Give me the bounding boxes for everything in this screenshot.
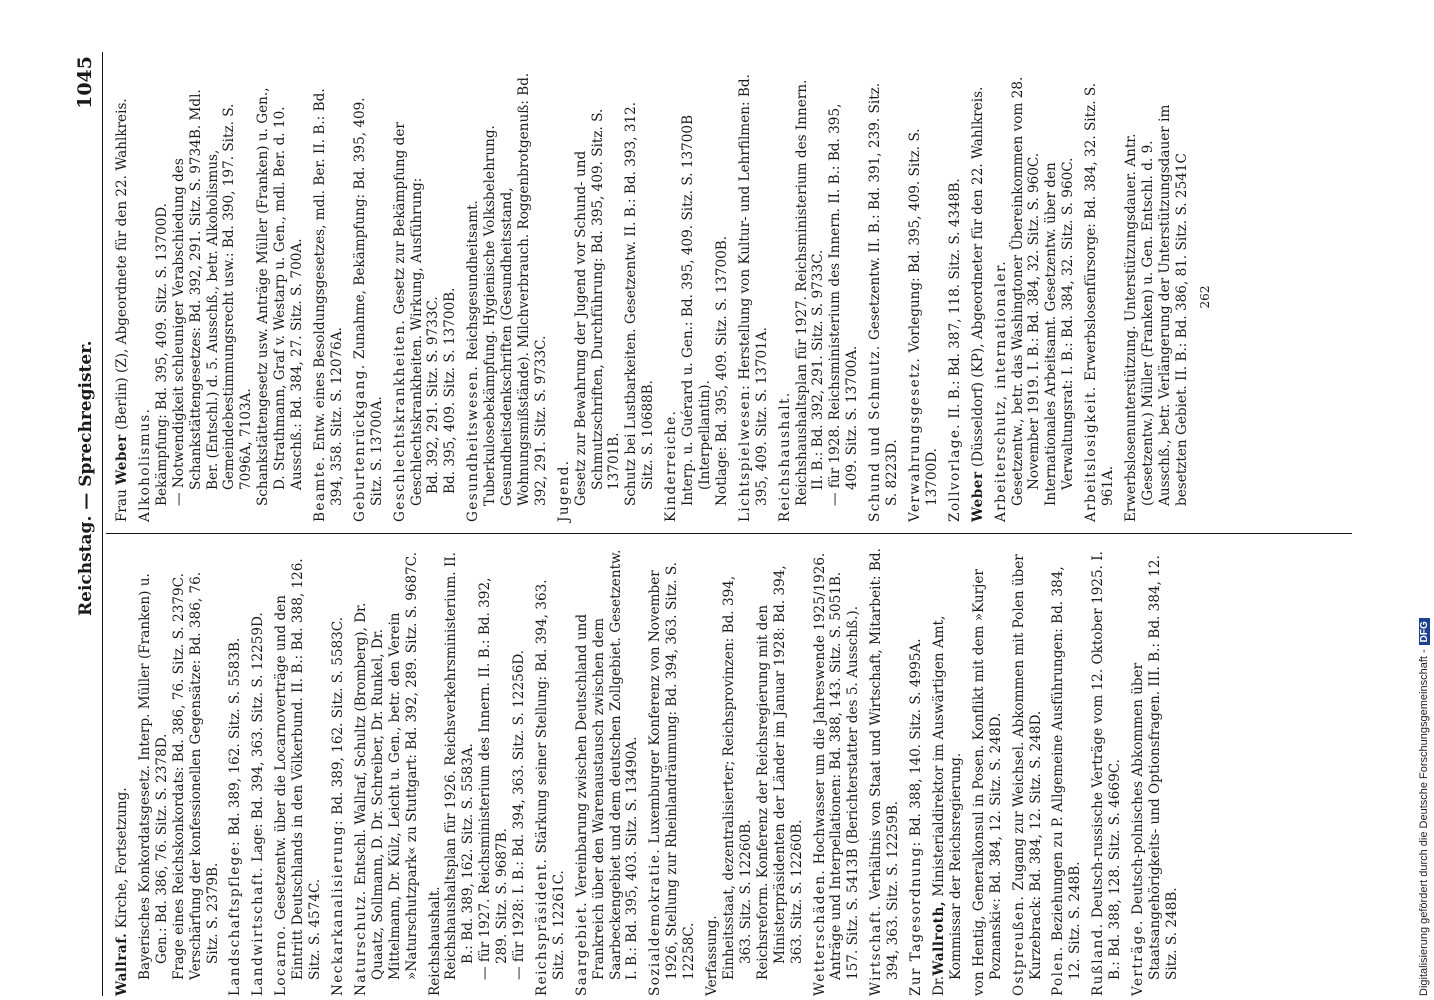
entry-heading: Frau Weber (Berlin) (Z), Abgeordnete für den 22. Wahlkreis. [114, 98, 130, 522]
entry: Verfassung. [704, 915, 721, 996]
page-title: Reichstag. — Sprechregister. [76, 340, 96, 616]
entry: Wirtschaft. Verhältnis von Staat und Wirtschaft, Mitarbeit: Bd. 394, 363. Sitz. S. 12259B. [868, 548, 902, 996]
entry: Neckarkanalisierung: Bd. 389, 162. Sitz. S. 5583C. [329, 616, 346, 996]
entry: Rußland. Deutsch-russische Verträge vom 12. Oktober 1925. I. B.: Bd. 388, 128. Sitz. S. 4669C. [1090, 551, 1124, 996]
entry: Gesundheitswesen. Reichsgesundheitsamt. Tuberkulosebekämpfung. Hygienische Volksbelehrung. Gesundheitsdenkschriften (Gesundheitsstand, Wohnungsmißstände). Milchverbrauch. Roggenbrotgenuß: Bd. 392, 291. Sitz. S. 9733C. [465, 72, 549, 522]
entry: von Hentig, Generalkonsul in Posen. Konflikt mit dem »Kurjer Poznanski«: Bd. 384, 12. Sitz. S. 248D. [970, 569, 1004, 996]
header-rule [102, 52, 103, 996]
entry: Sozialdemokratie. Luxemburger Konferenz von November 1926, Stellung zur Rheinlandräumung: Bd. 394, 363. Sitz. S. 12258C. [647, 561, 698, 996]
entry: Naturschutz. Entschl. Wallraf, Schultz (Bromberg), Dr. Quaatz, Sollmann, D. Dr. Schreiber, Dr. Runkel, Dr. Mittelmann, Dr. Külz, Leicht u. Gen., betr. den Verein »Naturschutzpark« zu Stuttgart: Bd. 392, 289. Sitz. S. 9687C. [352, 551, 420, 996]
entry: Verträge. Deutsch-polnisches Abkommen über Staatsangehörigkeits- und Optionsfragen. III. B.: Bd. 384, 12. Sitz. S. 248B. [1130, 555, 1180, 996]
entry: Jugend. [555, 459, 572, 522]
entry: Verwahrungsgesetz. Vorlegung: Bd. 395, 409. Sitz. S. 13700D. [906, 128, 940, 522]
entry-heading: Wallraf. Kirche, Fortsetzung. [114, 787, 130, 996]
entry: Reichshaushalt. [426, 886, 443, 996]
entry-line: Notlage: Bd. 395, 409. Sitz. S. 13700B. [713, 235, 730, 506]
entry-line: — Notwendigkeit schleuniger Verabschiedung des Schankstättengesetzes: Bd. 392, 291. Sitz. S. 9734B. Mdl. Ber. (Entschl.) d. 5. Ausschß., betr. Alkoholismus, Gemeindebestimmungsrecht usw.: Bd. 390, 197. Sitz. S. 7096A, 7103A. [170, 89, 255, 506]
entry: Saargebiet. Vereinbarung zwischen Deutschland und Frankreich über den Warenaustausch zwischen dem Saarbeckengebiet und dem deutschen Zollgebiet. Gesetzentw. I. B.: Bd. 395, 403. Sitz. S. 13490A. [573, 549, 641, 996]
index-page [70, 52, 1360, 996]
entry-line: Schutz bei Lustbarkeiten. Gesetzentw. II. B.: Bd. 393, 312. Sitz. S. 10688B. [623, 101, 657, 506]
entry: Arbeitslosigkeit. Erwerbslosenfürsorge: Bd. 384, 32. Sitz. S. 961A. [1083, 82, 1117, 522]
entry-line: Verschärfung der konfessionellen Gegensätze: Bd. 386, 76. Sitz. S. 2379B. [187, 571, 221, 980]
entry: Landwirtschaft. Lage: Bd. 394, 363. Sitz. S. 12259D. [250, 612, 267, 996]
footer-number: 262 [1197, 285, 1212, 309]
entry-line: Gesetzentw., betr. das Washingtoner Übereinkommen vom 28. November 1919. I. B.: Bd. 384, 32. Sitz. S. 960C. [1009, 76, 1043, 506]
entry-heading: Dr.Wallroth, Ministerialdirektor im Auswärtigen Amt, Kommissar der Reichsregierung. [930, 615, 964, 996]
entry: Zur Tagesordnung: Bd. 388, 140. Sitz. S. 4995A. [908, 638, 925, 996]
entry: Polen. Beziehungen zu P. Allgemeine Ausführungen: Bd. 384, 12. Sitz. S. 248B. [1050, 566, 1084, 996]
entry: Schund und Schmutz. Gesetzentw. II. B.: Bd. 391, 239. Sitz. S. 8223D. [867, 82, 901, 522]
entry-line: Interp. u. Guérard u. Gen.: Bd. 395, 409. Sitz. S. 13700B (Interpellantin). [680, 114, 713, 506]
column-left [114, 546, 1352, 996]
entry: Wetterschäden. Hochwasser um die Jahreswende 1925/1926. Anträge und Interpellationen: Bd. 388, 143. Sitz. S. 5051B. 157. Sitz. S. 5413B (Berichterstatter des 5. Ausschß.). [811, 552, 862, 996]
entry-line: Bayerisches Konkordatsgesetz. Interp. Müller (Franken) u. Gen.: Bd. 386, 76. Sitz. S. 2378D. [136, 573, 170, 980]
entry-line: Bd. 395, 409. Sitz. S. 13700B. [442, 287, 459, 494]
page-number: 1045 [74, 56, 96, 109]
entry: Locarno. Gesetzentw. über die Locarnoverträge und den Eintritt Deutschlands in den Völkerbund. II. B.: Bd. 388, 126. Sitz. S. 4574C. [273, 558, 324, 996]
entry-line: Reichshaushaltsplan für 1927. Reichsministerium des Innern. II. B.: Bd. 392, 291. Sitz. S. 9733C. [793, 79, 827, 506]
entry: Reichshaushalt. [776, 391, 793, 522]
entry-line: Internationales Arbeitsamt. Gesetzentw. über den Verwaltungsrat: I. B.: Bd. 384, 32. Sitz. S. 960C. [1043, 157, 1077, 506]
entry-line: Reichshaushaltsplan für 1926. Reichsverkehrsministerium. II. B.: Bd. 389, 162. Sitz. S. 5583A. [443, 551, 477, 980]
entry-line: Bd. 392, 291. Sitz. S. 9733C. [425, 296, 442, 494]
entry-line: — für 1927. Reichsministerium des Innern. II. B.: Bd. 392, 289. Sitz. S. 9687B. [477, 577, 511, 980]
entry-line: Einheitsstaat, dezentralisierter; Reichsprovinzen: Bd. 394, 363. Sitz. S. 12260B. [721, 575, 754, 980]
entry: Landschaftspflege: Bd. 389, 162. Sitz. S. 5583B. [227, 637, 244, 996]
dfg-logo: DFG [1419, 618, 1430, 645]
entry: Ostpreußen. Zugang zur Weichsel. Abkommen mit Polen über Kurzebrack: Bd. 384, 12. Sitz. S. 248D. [1010, 554, 1044, 996]
entry: Zollvorlage. II. B.: Bd. 387, 118. Sitz. S. 4348B. [946, 178, 963, 522]
entry-line: — für 1928: I. B.: Bd. 394, 363. Sitz. S. 12256D. [511, 649, 528, 980]
entry: Arbeiterschutz, internationaler. [992, 259, 1009, 522]
page-header [70, 52, 108, 996]
entry-heading: Weber (Düsseldorf) (KP), Abgeordneter für den 22. Wahlkreis. [969, 86, 986, 522]
entry: Beamte. Entw. eines Besoldungsgesetzes, mdl. Ber. II. B.: Bd. 394, 358. Sitz. S. 12076A. [311, 88, 345, 522]
entry-line: — für 1928. Reichsministerium des Innern. II. B.: Bd. 395, 409. Sitz. S. 13700A. [827, 103, 861, 506]
entry-line: Reichsreform. Konferenz der Reichsregierung mit den Ministerpräsidenten der Länder im Januar 1928: Bd. 394, 363. Sitz. S. 12260B. [754, 565, 805, 980]
entry: Lichtspielwesen: Herstellung von Kultur- und Lehrfilmen: Bd. 395, 409. Sitz. S. 13701A. [736, 74, 770, 522]
entry-line: Gesetz zur Bewahrung der Jugend vor Schund- und Schmutzschriften, Durchführung: Bd. 395, 409. Sitz. S. 13701B. [572, 108, 623, 506]
column-divider [106, 533, 1352, 534]
entry: Reichspräsident. Stärkung seiner Stellung: Bd. 394, 363. Sitz. S. 12261C. [533, 579, 567, 996]
column-right [114, 72, 1352, 522]
entry: Geburtenrückgang. Zunahme, Bekämpfung: Bd. 395, 409. Sitz. S. 13700A. [351, 97, 385, 522]
entry: Geschlechtskrankheiten. Gesetz zur Bekämpfung der Geschlechtskrankheiten. Wirkung, Ausführung: [391, 122, 425, 522]
dfg-credit [1418, 6, 1434, 996]
entry-line: Bekämpfung: Bd. 395, 409. Sitz. S. 13700D. [153, 203, 170, 506]
entry: Kinderreiche. [663, 409, 680, 522]
credit-text: Digitalisierung gefördert durch die Deutsche Forschungsgemeinschaft - [1418, 649, 1430, 996]
entry: Erwerbslosenunterstützung. Unterstützungsdauer. Antr. (Gesetzentw.) Müller (Franken) u. Gen. Entschl. d. 9. Ausschß., betr. Verlängerung der Unterstützungsdauer im besetzten Gebiet. II. B.: Bd. 386, 81. Sitz. S. 2541C [1122, 104, 1190, 522]
entry-line: Frage eines Reichskonkordats: Bd. 386, 76. Sitz. S. 2379C. [170, 573, 187, 980]
entry-line: Schankstättengesetz usw. Anträge Müller (Franken) u. Gen., D. Strathmann, Graf v. Westarp u. Gen., mdl. Ber. d. 10. Ausschß.: Bd. 384, 27. Sitz. S. 700A. [255, 87, 306, 506]
entry: Alkoholismus. [136, 407, 153, 522]
